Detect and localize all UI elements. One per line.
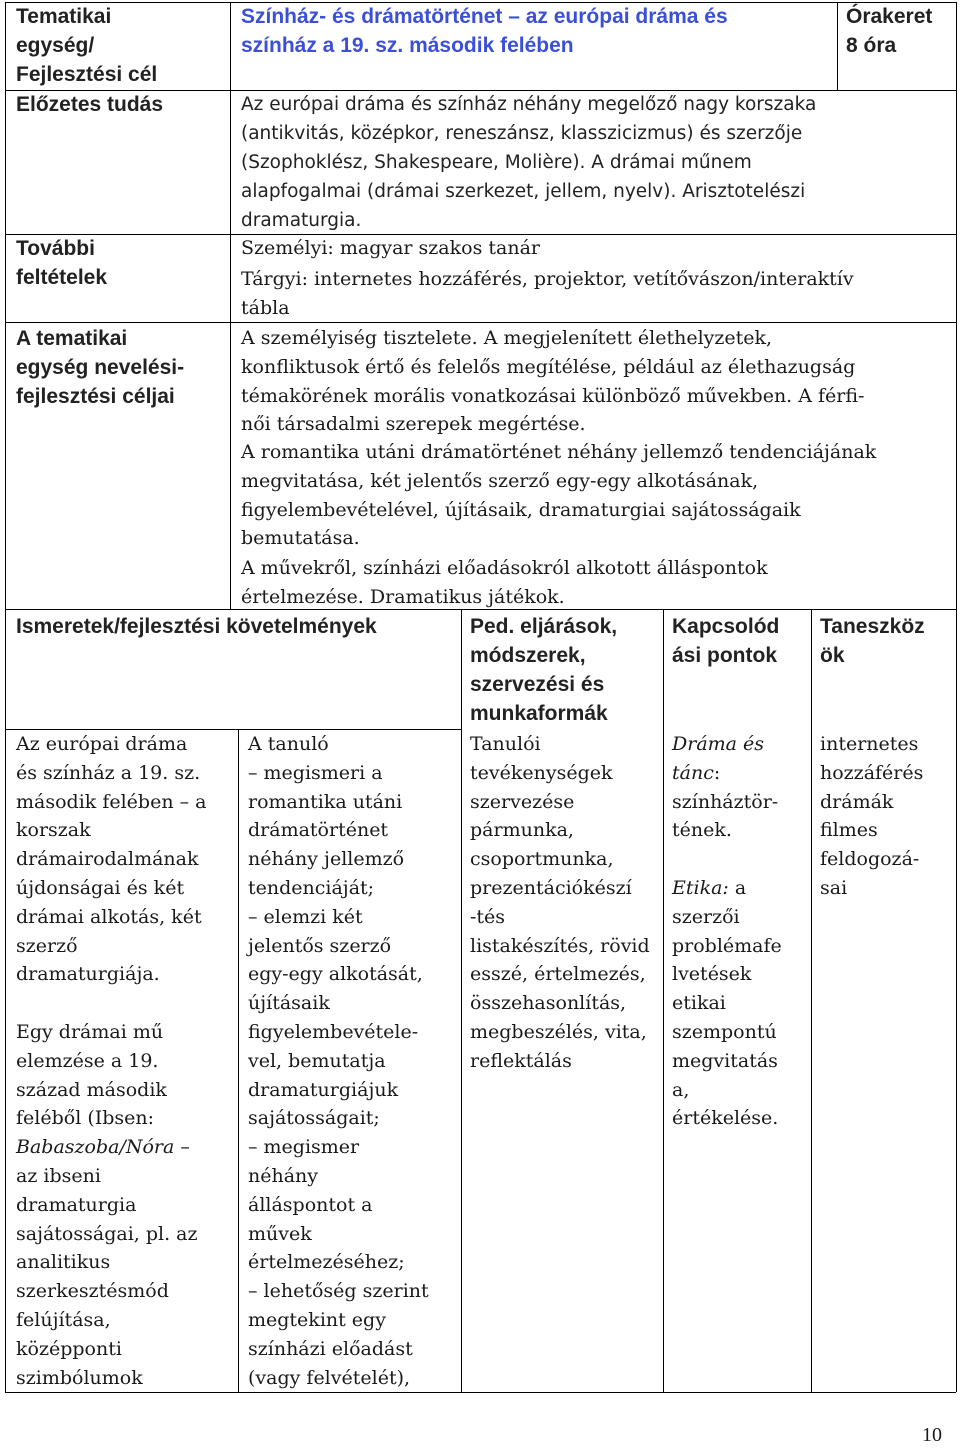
hours-label: Órakeret 8 óra xyxy=(846,5,933,57)
goals-label: A tematikai egység nevelési- fejlesztési céljai xyxy=(16,327,185,408)
table-border-left xyxy=(5,2,6,609)
methods-text: Tanulói tevékenységek szervezése pármunka, csoportmunka, prezentációkészí -tés listakészítés, rövid esszé, értelmezés, összehasonlítás, megbeszélés, vita, reflektálás xyxy=(470,733,650,1072)
conditions-material: Tárgyi: internetes hozzáférés, projektor, vetítővászon/interaktív tábla xyxy=(241,268,854,319)
goals-paragraph-3: A művekről, színházi előadásokról alkotott álláspontok értelmezése. Dramatikus játékok. xyxy=(241,557,768,608)
tools-text: internetes hozzáférés drámák filmes feldogozá- sai xyxy=(820,733,924,899)
goals-paragraph-1: A személyiség tisztelete. A megjelenített élethelyzetek, konfliktusok értő és felelős megítélése, például az élethazugság témakörének morális vonatkozásai különböző művekben. A férfi- női társadalmi szerepek megértése. xyxy=(241,327,865,436)
table2-border-right xyxy=(956,609,957,1392)
unit-title: Színház- és drámatörténet – az európai dráma és színház a 19. sz. második felében xyxy=(241,5,728,57)
connections-header: Kapcsolód ási pontok xyxy=(672,615,780,667)
hours-column-divider xyxy=(837,2,838,90)
connections-column-divider xyxy=(663,609,664,1392)
requirements-inner-divider xyxy=(238,729,239,1392)
unit-label: Tematikai egység/ Fejlesztési cél xyxy=(16,5,158,86)
student-activities: A tanuló – megismeri a romantika utáni drámatörténet néhány jellemző tendenciáját; – elemzi két jelentős szerző egy-egy alkotását, újításaik figyelembevétele- vel, bemutatja dramaturgiájuk sajátosságait; – megismer néhány álláspontot a művek értelmezéséhez; – lehetőség szerint megtekint egy színházi előadást (vagy felvételét), xyxy=(248,733,429,1389)
conditions-label: További feltételek xyxy=(16,237,108,289)
methods-column-divider xyxy=(461,609,462,1392)
requirements-header: Ismeretek/fejlesztési követelmények xyxy=(16,615,377,638)
connection-drama xyxy=(672,730,778,845)
goals-paragraph-2: A romantika utáni drámatörténet néhány jellemző tendenciájának megvitatása, két jelentős szerző egy-egy alkotásának, figyelembevételével, újításaik, dramaturgiai sajátosságaik bemutatása. xyxy=(241,441,877,550)
tools-header: Taneszköz ök xyxy=(820,615,925,667)
tools-column-divider xyxy=(811,609,812,1392)
methods-header: Ped. eljárások, módszerek, szervezési és munkaformák xyxy=(470,615,618,725)
prior-knowledge-text: Az európai dráma és színház néhány megelőző nagy korszaka (antikvitás, középkor, reneszánsz, klasszicizmus) és szerzője (Szophoklész, Shakespeare, Molière). A drámai műnem alapfogalmai (drámai szerkezet, jellem, nyelv). Arisztotelészi dramaturgia. xyxy=(241,94,817,231)
topic-work-title: Babaszoba/Nóra xyxy=(16,1136,175,1159)
topic-dash: – xyxy=(174,1136,190,1159)
table-border-right xyxy=(956,2,957,609)
topic-paragraph-2-end: az ibseni dramaturgia sajátosságai, pl. az analitikus szerkesztésmód felújítása, középponti szimbólumok xyxy=(16,1164,198,1389)
conditions-personal: Személyi: magyar szakos tanár xyxy=(241,237,540,259)
connection-drama-subject: Dráma és tánc xyxy=(672,733,765,784)
topic-paragraph-1: Az európai dráma és színház a 19. sz. második felében – a korszak drámairodalmának újdonságai és két drámai alkotás, két szerző dramaturgiája. xyxy=(16,733,207,986)
prior-knowledge-label: Előzetes tudás xyxy=(16,93,164,116)
connection-ethics-text: a szerzői problémafe lvetések etikai szempontú megvitatás a, értékelése. xyxy=(672,877,782,1130)
topic-paragraph-2 xyxy=(16,1018,231,1392)
connection-ethics xyxy=(672,874,782,1133)
page-number: 10 xyxy=(922,1424,942,1446)
table2-border-left xyxy=(5,609,6,1392)
connection-drama-text: : színháztör- tének. xyxy=(672,761,779,842)
connection-ethics-subject: Etika: xyxy=(672,877,729,899)
label-column-divider xyxy=(230,2,231,609)
topic-paragraph-2-start: Egy drámai mű elemzése a 19. század második feléből (Ibsen: xyxy=(16,1021,167,1130)
